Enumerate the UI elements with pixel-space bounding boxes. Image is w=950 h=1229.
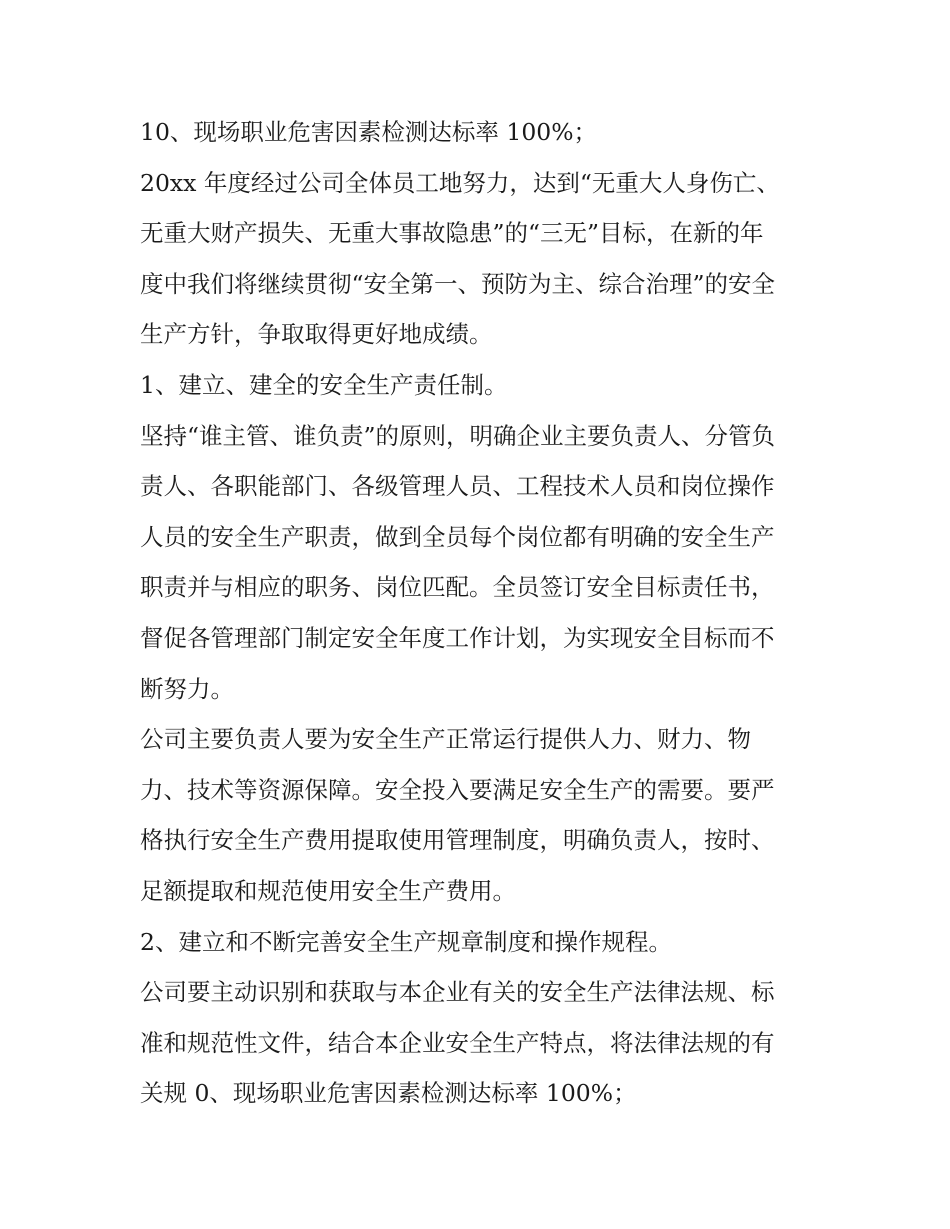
text-line: 度中我们将继续贯彻“安全第一、预防为主、综合治理”的安全 bbox=[140, 269, 776, 298]
text-line: 断努力。 bbox=[140, 674, 234, 703]
text-line: 责人、各职能部门、各级管理人员、工程技术人员和岗位操作 bbox=[140, 472, 775, 501]
text-line: 无重大财产损失、无重大事故隐患”的“三无”目标，在新的年 bbox=[140, 219, 764, 248]
document-body bbox=[140, 107, 820, 1119]
text-line: 公司主要负责人要为安全生产正常运行提供人力、财力、物 bbox=[140, 725, 751, 754]
text-line: 关规 0、现场职业危害因素检测达标率 100%； bbox=[140, 1079, 637, 1108]
text-line: 2、建立和不断完善安全生产规章制度和操作规程。 bbox=[140, 927, 672, 956]
text-line: 足额提取和规范使用安全生产费用。 bbox=[140, 876, 516, 905]
text-line: 坚持“谁主管、谁负责”的原则，明确企业主要负责人、分管负 bbox=[140, 421, 776, 450]
text-line: 10、现场职业危害因素检测达标率 100%； bbox=[140, 118, 598, 146]
text-line: 公司要主动识别和获取与本企业有关的安全生产法律法规、标 bbox=[140, 978, 775, 1007]
text-line: 格执行安全生产费用提取使用管理制度，明确负责人，按时、 bbox=[140, 826, 775, 855]
text-line: 职责并与相应的职务、岗位匹配。全员签订安全目标责任书， bbox=[140, 573, 775, 602]
text-line: 生产方针，争取取得更好地成绩。 bbox=[140, 320, 493, 349]
text-line: 20xx 年度经过公司全体员工地努力，达到“无重大人身伤亡、 bbox=[140, 168, 780, 197]
text-line: 人员的安全生产职责，做到全员每个岗位都有明确的安全生产 bbox=[140, 522, 775, 551]
text-line: 准和规范性文件，结合本企业安全生产特点，将法律法规的有 bbox=[140, 1028, 775, 1057]
text-line: 督促各管理部门制定安全年度工作计划，为实现安全目标而不 bbox=[140, 623, 775, 652]
text-line: 1、建立、建全的安全生产责任制。 bbox=[140, 370, 508, 399]
text-line: 力、技术等资源保障。安全投入要满足安全生产的需要。要严 bbox=[140, 775, 775, 804]
